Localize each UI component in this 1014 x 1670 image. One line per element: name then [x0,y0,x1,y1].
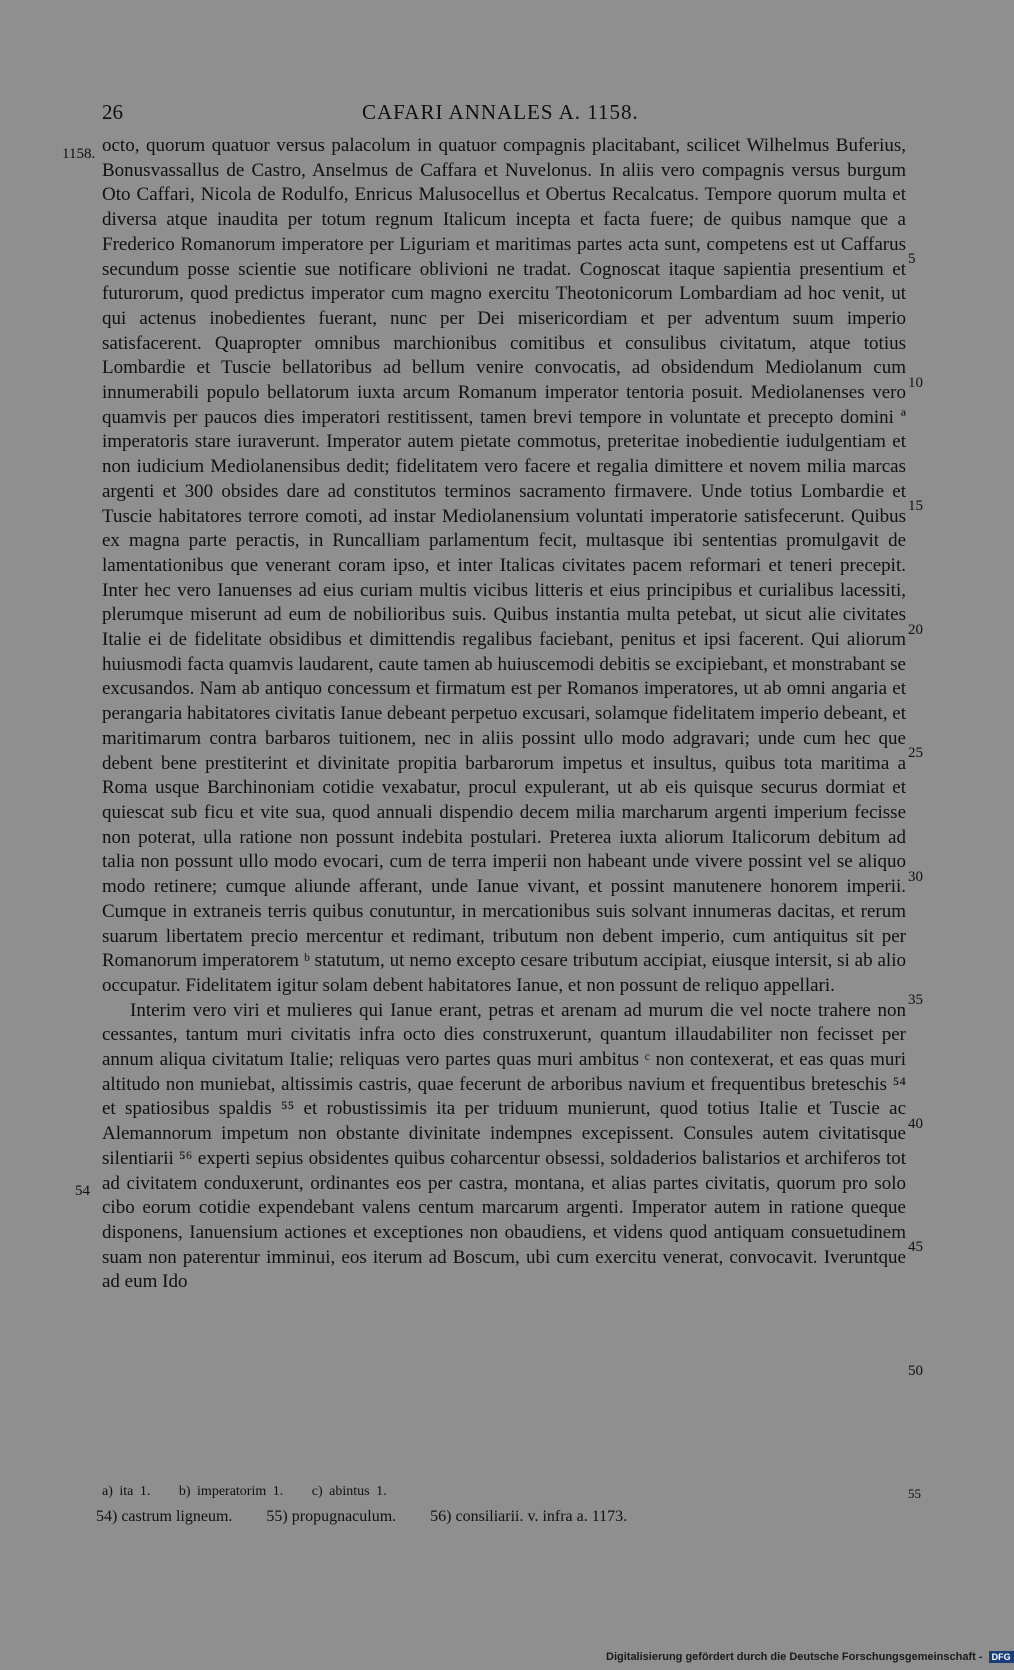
funding-notice [606,1651,1014,1669]
footnote-54: 54) castrum ligneum. [96,1508,233,1525]
margin-note-ref: 54 [75,1183,90,1199]
footnote-c: c) abintus 1. [311,1484,387,1499]
line-number-15: 15 [908,498,923,514]
main-text [102,134,906,1295]
line-number-30: 30 [908,869,923,885]
funding-text: Digitalisierung gefördert durch die Deutsche Forschungsgemeinschaft - [606,1651,983,1663]
line-number-45: 45 [908,1239,923,1255]
line-number-35: 35 [908,992,923,1008]
footnote-55: 55) propugnaculum. [266,1508,397,1525]
footnote-56: 56) consiliarii. v. infra a. 1173. [430,1508,628,1525]
footnote-a: a) ita 1. [102,1484,151,1499]
line-number-55: 55 [908,1486,921,1501]
explanatory-footnotes [96,1508,657,1526]
page-number: 26 [102,100,123,124]
apparatus-footnotes [102,1484,409,1500]
dfg-logo: DFG [989,1651,1014,1663]
line-number-50: 50 [908,1363,923,1379]
paragraph: octo, quorum quatuor versus palacolum in quatuor compagnis placitabant, scilicet Wilhelmus Buferius, Bonusvassallus de Castro, Anselmus de Caffara et Nuvelonus. In aliis vero compagnis versus burgum Oto Caffari, Nicola de Rodulfo, Enricus Malusocellus et Obertus Recalcatus. Tempore quorum multa et diversa atque inaudita per totum regnum Italicum incepta et facta fuere; de quibus namque que a Frederico Romanorum imperatore per Liguriam et maritimas partes acta sunt, competens est ut Caffarus secundum posse scientie sue notificare oblivioni ne tradat. Cognoscat itaque sapientia presentium et futurorum, quod predictus imperator cum magno exercitu Theotonicorum Lombardiam ad hoc venit, ut qui actenus inobedientes fuerant, nunc per Dei misericordiam et per adventum suum imperio satisfacerent. Quapropter omnibus marchionibus comitibus et consulibus civitatum, atque totius Lombardie et Tuscie bellatoribus ad bellum venire convocatis, ad obsidendum Mediolanum cum innumerabili populo bellatorum iuxta arcum Romanum imperator tentoria posuit. Mediolanenses vero quamvis per paucos dies imperatori restitissent, tamen brevi tempore in voluntate et precepto domini ª imperatoris stare iuraverunt. Imperator autem pietate commotus, preteritae inobedientie iudulgentiam et non iudicium Mediolanensibus dedit; fidelitatem vero facere et regalia dimittere et novem milia marcas argenti et 300 obsides dare ad constitutos terminos sacramento firmavere. Unde totius Lombardie et Tuscie habitatores terrore comoti, ad instar Mediolanensium voluntati imperatorie satisfecerunt. Quibus ex magna parte peractis, in Runcalliam parlamentum fecit, multasque ibi sententias promulgavit de lamentationibus que venerant coram ipso, et inter Italicas civitates pacem reformari et teneri precepit. Inter hec vero Ianuenses ad eius curiam multis vicibus litteris et eius principibus et curialibus lacessiti, plerumque miserunt ad eum de nobilioribus suis. Quibus instantia multa petebat, ut sicut alie civitates Italie ei de fidelitate obsidibus et dimittendis regalibus faciebant, penitus et ipsi facerent. Qui aliorum huiusmodi facta quamvis laudarent, caute tamen ab huiuscemodi debitis se excipiebant, et monstrabant se excusandos. Nam ab antiquo concessum et firmatum est per Romanos imperatores, ut ab omni angaria et perangaria habitatores civitatis Ianue debeant perpetuo excusari, solamque fidelitatem imperio debeant, et maritimarum contra barbaros tuitionem, nec in aliis possint ullo modo adgravari; unde cum hec que debent bene prestiterint et divinitate propitia barbarorum impetus et insultus, quibus tota maritima a Roma usque Barchinoniam cotidie vexabatur, procul expulerant, ut ab eis quisque securus dormiat et quiescat sub ficu et vite sua, quod annuali dispendio decem milia marcharum argenti imperium fecisse non poterat, ulla ratione non possunt indebita postulari. Preterea iuxta aliorum Italicorum debitum ad talia non possunt ullo modo evocari, cum de terra imperii non habeant unde vivere possint vel se aliquo modo retinere; cumque aliunde afferant, unde Ianue vivant, et possint manutenere honorem imperii. Cumque in extraneis terris quibus conutuntur, in mercationibus suis solvant innumeras dacitas, et rerum suarum libertatem precio mercentur et redimant, tributum non debent imperio, cum antiquitus sit per Romanorum imperatorem ᵇ statutum, ut nemo excepto cesare tributum accipiat, eiusque intersit, si ab alio occupatur. Fidelitatem igitur solam debent habitatores Ianue, et non possunt de reliquo appellari. [102,135,906,996]
margin-year: 1158. [62,146,96,162]
line-number-25: 25 [908,745,923,761]
line-number-40: 40 [908,1116,923,1132]
line-number-20: 20 [908,622,923,638]
footnote-b: b) imperatorim 1. [178,1484,284,1499]
line-number-10: 10 [908,375,923,391]
line-number-5: 5 [908,251,916,267]
paragraph: Interim vero viri et mulieres qui Ianue erant, petras et arenam ad murum die vel nocte trahere non cessantes, tantum muri civitatis infra octo dies construxerunt, quantum illaudabiliter non fecisset per annum aliqua civitatum Italie; reliquas vero partes quas muri ambitus ᶜ non contexerat, et eas quas muri altitudo non muniebat, altissimis castris, quae fecerunt de arboribus navium et frequentibus breteschis ⁵⁴ et spatiosibus spaldis ⁵⁵ et robustissimis ita per triduum munierunt, quod totius Italie et Tuscie ac Alemannorum impetum non obstante divinitate indempnes excepissent. Consules autem civitatisque silentiarii ⁵⁶ experti sepius obsidentes quibus coharcentur obsessi, soldaderios balistarios et archiferos tot ad civitatem conduxerunt, ordinantes eos per castra, montana, et alias partes civitatis, quorum pro solo cibo eorum cotidie expendebant valens centum marcarum argenti. Imperator autem in ratione queque disponens, Ianuensium actiones et exceptiones non obaudiens, et videns quod antiquam consuetudinem suam non paterentur imminui, eos iterum ad Boscum, ubi cum exercitu venerat, convocavit. Iveruntque ad eum Ido [102,999,906,1293]
running-title: CAFARI ANNALES A. 1158. [362,100,639,124]
